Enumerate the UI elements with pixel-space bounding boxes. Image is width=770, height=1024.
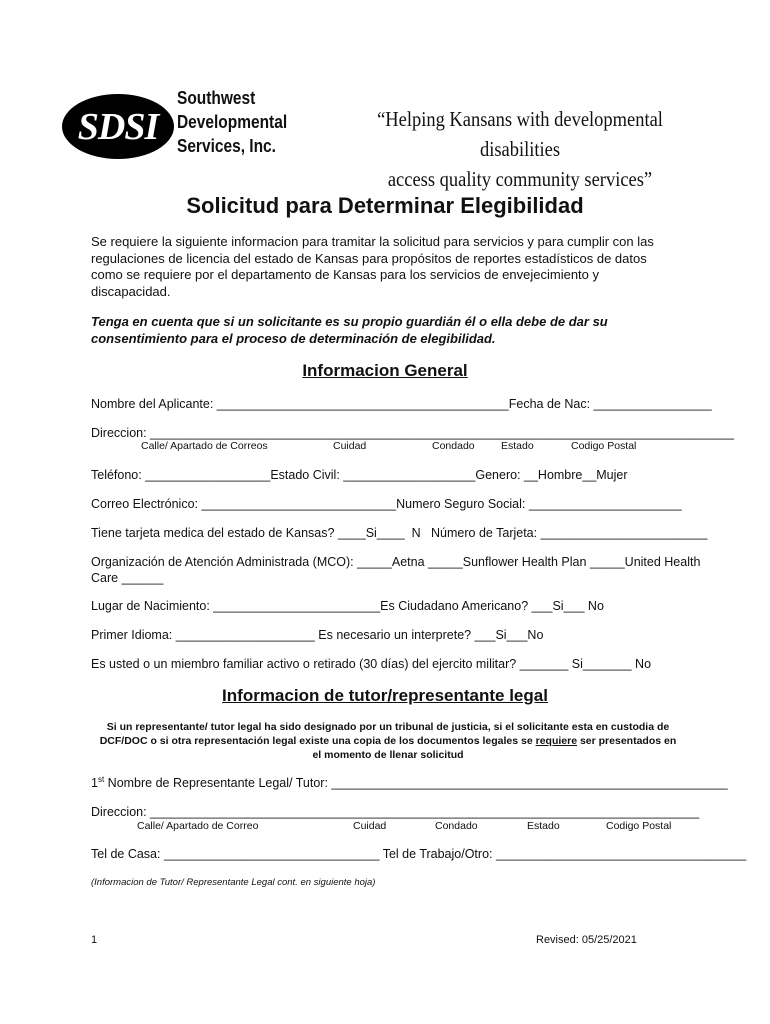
address-label-street: Calle/ Apartado de Correos [141,440,268,452]
continued-note: (Informacion de Tutor/ Representante Legal cont. en siguiente hoja) [91,877,376,888]
notice-line-2-post: ser presentados en [577,735,677,747]
document-title: Solicitud para Determinar Elegibilidad [186,193,584,218]
notice-required-word: requiere [535,735,578,747]
notice-line-2-pre: DCF/DOC o si otra representación legal existe una copia de los documentos legales se [99,735,536,747]
guardian-address-field: Direccion: _______________________________________________________________________________ [91,805,700,819]
guardian-address-label-state: Estado [527,820,560,832]
sdsi-logo [62,94,174,159]
org-name-line-3: Services, Inc. [177,136,276,156]
guardian-address-label-county: Condado [435,820,478,832]
page-number: 1 [91,934,98,946]
address-label-city: Cuidad [333,440,367,452]
guardian-consent-note: Tenga en cuenta que si un solicitante es su propio guardián él o ella debe de dar su consentimiento para el proceso de determinación de elegibilidad. [91,314,608,346]
applicant-name-field: Nombre del Aplicante: __________________________________________Fecha de Nac: _________________ [91,397,712,411]
address-label-county: Condado [432,440,475,452]
email-ssn-field: Correo Electrónico: ____________________________Numero Seguro Social: ______________________ [91,497,682,511]
rep-name-label: Nombre de Representante Legal/ Tutor: _________________________________________________________ [104,776,728,791]
org-name-line-2: Developmental [177,112,288,132]
guardian-notice-line-2 [88,734,688,748]
guardian-notice [88,720,688,762]
guardian-address-label-city: Cuidad [353,820,387,832]
org-name-line-1: Southwest [177,88,256,108]
organization-name [177,86,287,158]
address-field: Direccion: ____________________________________________________________________________________ [91,426,735,440]
address-label-state: Estado [501,440,534,452]
tagline-line-1: “Helping Kansans with developmental disabilities [377,107,663,161]
rep-ordinal-suffix: st [97,775,105,784]
tagline [344,104,696,194]
intro-paragraph: Se requiere la siguiente informacion para tramitar la solicitud para servicios y para cumplir con las regulaciones de licencia del estado de Kansas para propósitos de reportes estadísticos de datos como se requiere por el departamento de Kansas para los servicios de envejecimiento y discapacidad. [91,234,654,299]
representative-name-field [91,775,728,791]
rep-ordinal-number: 1 [91,776,98,791]
phone-marital-gender-field: Teléfono: __________________Estado Civil: ___________________Genero: __Hombre__Mujer [91,468,628,482]
medical-card-field: Tiene tarjeta medica del estado de Kansas? ____Si____ N Número de Tarjeta: ________________________ [91,526,708,540]
guardian-address-label-street: Calle/ Apartado de Correo [137,820,259,832]
guardian-notice-line-3: el momento de llenar solicitud [312,749,464,761]
guardian-phones-field: Tel de Casa: _______________________________ Tel de Trabajo/Otro: ____________________________________ [91,847,747,861]
address-label-zip: Codigo Postal [571,440,637,452]
general-info-heading: Informacion General [302,361,468,380]
language-interpreter-field: Primer Idioma: ____________________ Es necesario un interprete? ___Si___No [91,628,544,642]
tagline-line-2: access quality community services” [387,167,653,191]
logo-text: SDSI [77,105,159,148]
guardian-info-heading: Informacion de tutor/representante legal [222,686,548,705]
guardian-notice-line-1: Si un representante/ tutor legal ha sido designado por un tribunal de justicia, si el solicitante esta en custodia de [106,721,670,733]
revised-date: Revised: 05/25/2021 [536,934,637,946]
mco-field-line-2: Care ______ [91,571,164,585]
guardian-address-label-zip: Codigo Postal [606,820,672,832]
mco-field-line-1: Organización de Atención Administrada (MCO): _____Aetna _____Sunflower Health Plan _____United Health [91,555,701,569]
military-field: Es usted o un miembro familiar activo o retirado (30 días) del ejercito militar? _______ Si_______ No [91,657,652,671]
birthplace-citizen-field: Lugar de Nacimiento: ________________________Es Ciudadano Americano? ___Si___ No [91,599,604,613]
